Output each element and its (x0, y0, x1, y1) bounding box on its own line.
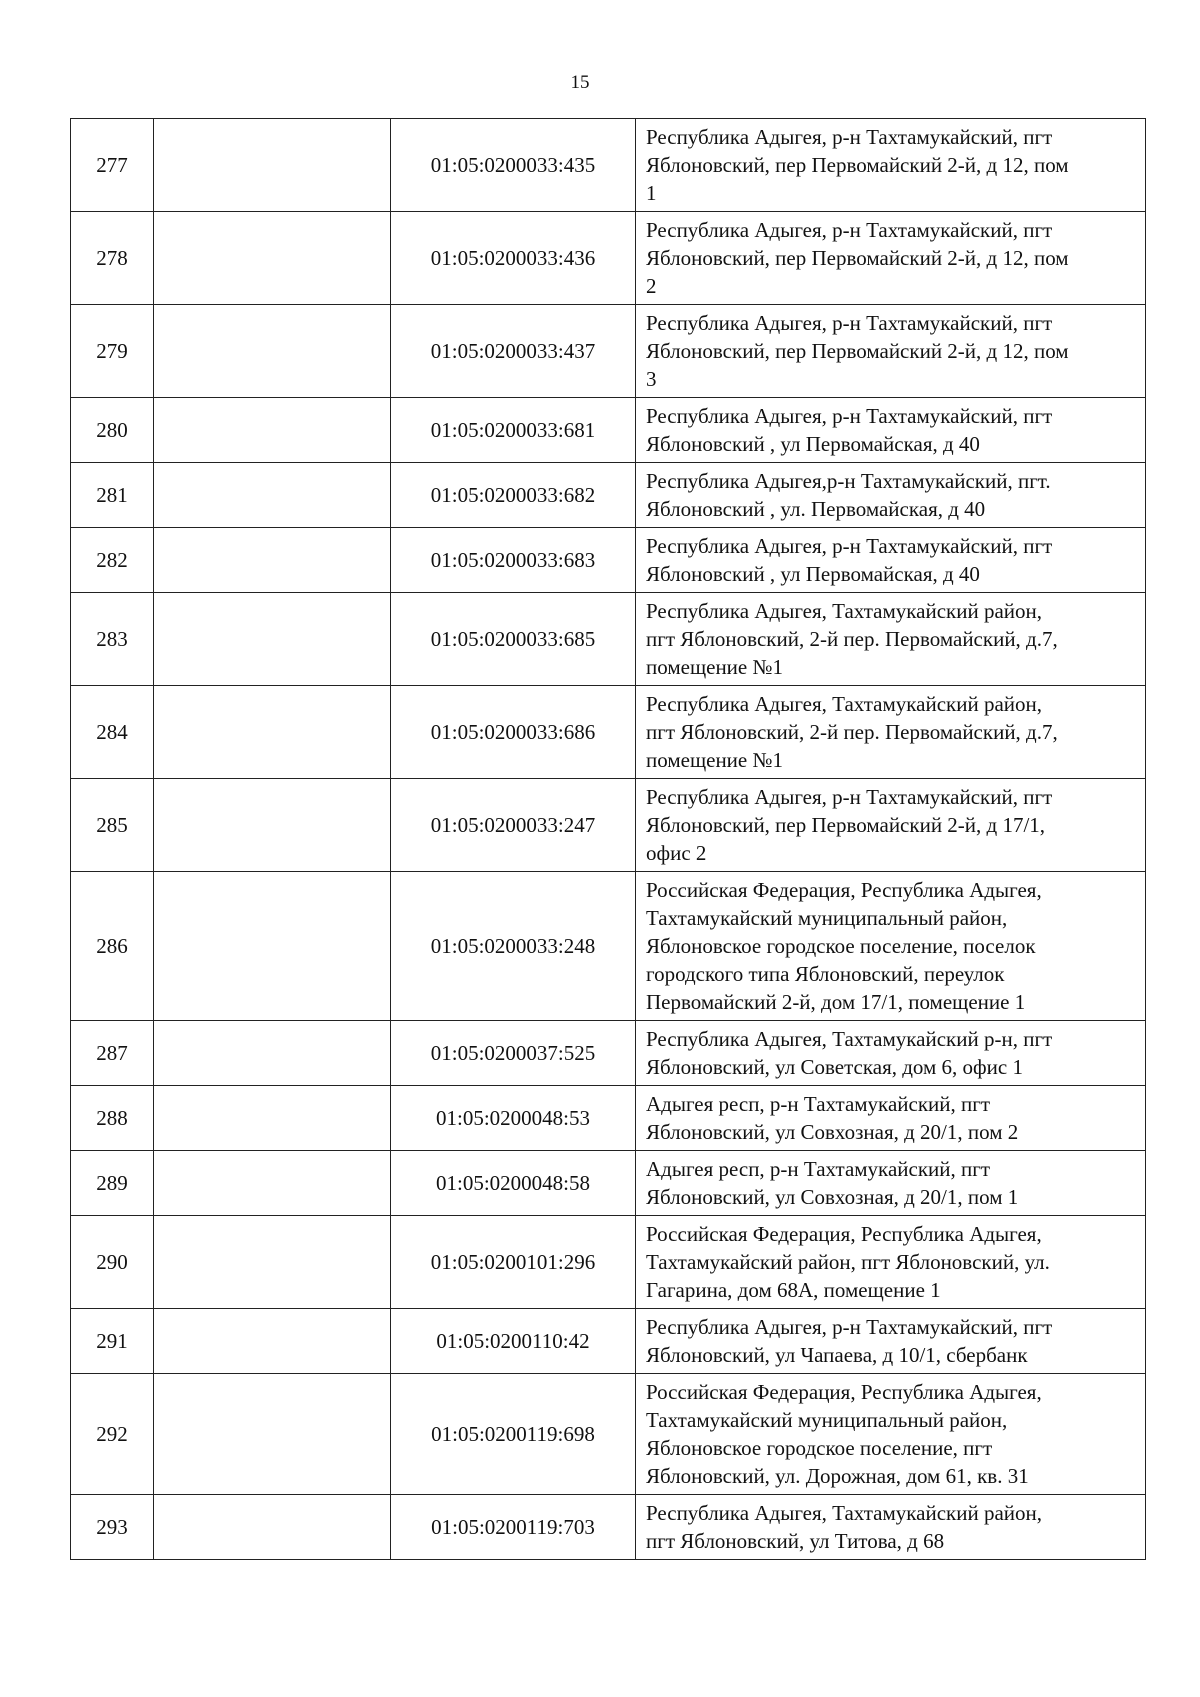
row-number-cell: 293 (71, 1495, 154, 1560)
empty-cell (154, 1374, 391, 1495)
address-cell (636, 779, 1146, 872)
address-text: Республика Адыгея, р-н Тахтамукайский, пгт Яблоновский, ул Чапаева, д 10/1, сбербанк (646, 1315, 1053, 1367)
address-text: Республика Адыгея, р-н Тахтамукайский, пгт Яблоновский, пер Первомайский 2-й, д 17/1, офис 2 (646, 785, 1053, 865)
table-row (71, 593, 1146, 686)
row-number-cell: 291 (71, 1309, 154, 1374)
table-row (71, 119, 1146, 212)
address-text: Республика Адыгея, Тахтамукайский район, пгт Яблоновский, ул Титова, д 68 (646, 1501, 1043, 1553)
table-row (71, 212, 1146, 305)
address-cell (636, 686, 1146, 779)
row-number-cell: 289 (71, 1151, 154, 1216)
page-number: 15 (570, 72, 590, 93)
address-text: Республика Адыгея, р-н Тахтамукайский, пгт Яблоновский , ул Первомайская, д 40 (646, 534, 1053, 586)
cadastral-number-cell: 01:05:0200033:436 (391, 212, 636, 305)
table-row (71, 305, 1146, 398)
registry-table-body (71, 119, 1146, 1560)
empty-cell (154, 1495, 391, 1560)
empty-cell (154, 305, 391, 398)
empty-cell (154, 528, 391, 593)
address-text: Республика Адыгея, р-н Тахтамукайский, пгт Яблоновский , ул Первомайская, д 40 (646, 404, 1053, 456)
empty-cell (154, 593, 391, 686)
cadastral-number-cell: 01:05:0200033:683 (391, 528, 636, 593)
address-text: Республика Адыгея, Тахтамукайский район, пгт Яблоновский, 2-й пер. Первомайский, д.7, помещение №1 (646, 599, 1058, 679)
cadastral-number-cell: 01:05:0200101:296 (391, 1216, 636, 1309)
empty-cell (154, 1309, 391, 1374)
table-row (71, 686, 1146, 779)
empty-cell (154, 872, 391, 1021)
row-number-cell: 282 (71, 528, 154, 593)
cadastral-number-cell: 01:05:0200033:681 (391, 398, 636, 463)
table-row (71, 1021, 1146, 1086)
cadastral-number-cell: 01:05:0200033:682 (391, 463, 636, 528)
address-cell (636, 593, 1146, 686)
empty-cell (154, 463, 391, 528)
table-row (71, 1216, 1146, 1309)
empty-cell (154, 779, 391, 872)
address-text: Российская Федерация, Республика Адыгея, Тахтамукайский район, пгт Яблоновский, ул. Гагарина, дом 68А, помещение 1 (646, 1222, 1050, 1302)
row-number-cell: 283 (71, 593, 154, 686)
address-cell (636, 212, 1146, 305)
cadastral-number-cell: 01:05:0200119:703 (391, 1495, 636, 1560)
address-text: Адыгея респ, р-н Тахтамукайский, пгт Яблоновский, ул Совхозная, д 20/1, пом 2 (646, 1092, 1019, 1144)
address-cell (636, 528, 1146, 593)
cadastral-number-cell: 01:05:0200037:525 (391, 1021, 636, 1086)
address-text: Республика Адыгея, р-н Тахтамукайский, пгт Яблоновский, пер Первомайский 2-й, д 12, пом 2 (646, 218, 1069, 298)
address-text: Республика Адыгея, р-н Тахтамукайский, пгт Яблоновский, пер Первомайский 2-й, д 12, пом 3 (646, 311, 1069, 391)
empty-cell (154, 398, 391, 463)
table-row (71, 1086, 1146, 1151)
address-text: Республика Адыгея, Тахтамукайский район, пгт Яблоновский, 2-й пер. Первомайский, д.7, помещение №1 (646, 692, 1058, 772)
row-number-cell: 278 (71, 212, 154, 305)
cadastral-number-cell: 01:05:0200110:42 (391, 1309, 636, 1374)
address-cell (636, 398, 1146, 463)
address-text: Адыгея респ, р-н Тахтамукайский, пгт Яблоновский, ул Совхозная, д 20/1, пом 1 (646, 1157, 1019, 1209)
address-cell (636, 872, 1146, 1021)
row-number-cell: 285 (71, 779, 154, 872)
cadastral-number-cell: 01:05:0200033:686 (391, 686, 636, 779)
address-text: Российская Федерация, Республика Адыгея, Тахтамукайский муниципальный район, Яблоновское городское поселение, пгт Яблоновский, ул. Дорожная, дом 61, кв. 31 (646, 1380, 1042, 1488)
row-number-cell: 284 (71, 686, 154, 779)
address-text: Республика Адыгея, р-н Тахтамукайский, пгт Яблоновский, пер Первомайский 2-й, д 12, пом 1 (646, 125, 1069, 205)
table-row (71, 872, 1146, 1021)
cadastral-number-cell: 01:05:0200048:58 (391, 1151, 636, 1216)
table-row (71, 463, 1146, 528)
property-registry-table (70, 118, 1146, 1560)
row-number-cell: 287 (71, 1021, 154, 1086)
row-number-cell: 288 (71, 1086, 154, 1151)
cadastral-number-cell: 01:05:0200048:53 (391, 1086, 636, 1151)
empty-cell (154, 1151, 391, 1216)
address-text: Республика Адыгея, Тахтамукайский р-н, пгт Яблоновский, ул Советская, дом 6, офис 1 (646, 1027, 1053, 1079)
table-row (71, 398, 1146, 463)
address-cell (636, 1021, 1146, 1086)
table-row (71, 779, 1146, 872)
row-number-cell: 281 (71, 463, 154, 528)
address-cell (636, 119, 1146, 212)
address-cell (636, 1086, 1146, 1151)
row-number-cell: 290 (71, 1216, 154, 1309)
address-cell (636, 305, 1146, 398)
cadastral-number-cell: 01:05:0200033:435 (391, 119, 636, 212)
table-row (71, 1495, 1146, 1560)
table-row (71, 1309, 1146, 1374)
row-number-cell: 279 (71, 305, 154, 398)
address-cell (636, 1216, 1146, 1309)
empty-cell (154, 1216, 391, 1309)
table-row (71, 1374, 1146, 1495)
row-number-cell: 277 (71, 119, 154, 212)
address-cell (636, 1495, 1146, 1560)
empty-cell (154, 1021, 391, 1086)
table-row (71, 528, 1146, 593)
cadastral-number-cell: 01:05:0200033:685 (391, 593, 636, 686)
cadastral-number-cell: 01:05:0200033:247 (391, 779, 636, 872)
cadastral-number-cell: 01:05:0200033:248 (391, 872, 636, 1021)
row-number-cell: 280 (71, 398, 154, 463)
address-cell (636, 1309, 1146, 1374)
table-row (71, 1151, 1146, 1216)
address-text: Российская Федерация, Республика Адыгея, Тахтамукайский муниципальный район, Яблоновское городское поселение, поселок городского типа Яблоновский, переулок Первомайский 2-й, дом 17/1, помещение 1 (646, 878, 1042, 1014)
empty-cell (154, 686, 391, 779)
empty-cell (154, 119, 391, 212)
row-number-cell: 286 (71, 872, 154, 1021)
empty-cell (154, 212, 391, 305)
row-number-cell: 292 (71, 1374, 154, 1495)
empty-cell (154, 1086, 391, 1151)
address-cell (636, 1374, 1146, 1495)
cadastral-number-cell: 01:05:0200033:437 (391, 305, 636, 398)
address-cell (636, 463, 1146, 528)
address-text: Республика Адыгея,р-н Тахтамукайский, пгт. Яблоновский , ул. Первомайская, д 40 (646, 469, 1051, 521)
cadastral-number-cell: 01:05:0200119:698 (391, 1374, 636, 1495)
address-cell (636, 1151, 1146, 1216)
